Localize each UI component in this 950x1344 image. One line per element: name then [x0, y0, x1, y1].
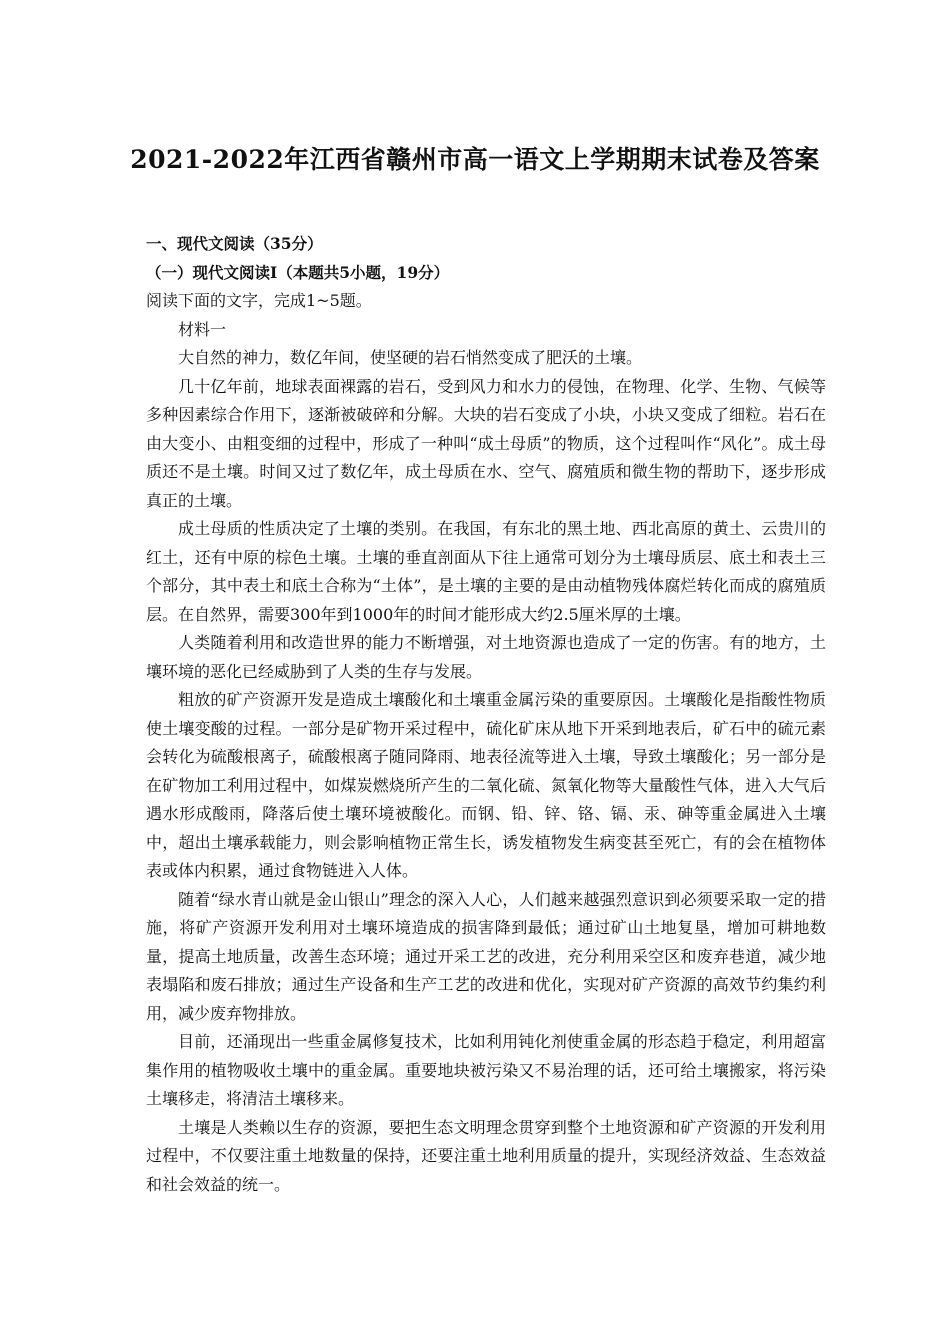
subsection-heading: （一）现代文阅读Ⅰ（本题共5小题，19分）: [146, 262, 450, 282]
document-title: 2021-2022年江西省赣州市高一语文上学期期末试卷及答案: [130, 144, 820, 174]
section-heading: 一、现代文阅读（35分）: [146, 234, 323, 253]
paragraph: 随着“绿水青山就是金山银山”理念的深入人心，人们越来越强烈意识到必须要采取一定的措施，将矿产资源开发利用对土壤环境造成的损害降到最低；通过矿山土地复垦，增加可耕地数量，提高土地质量，改善生态环境；通过开采工艺的改进，充分利用采空区和废弃巷道，减少地表塌陷和废石排放；通过生产设备和生产工艺的改进和优化，实现对矿产资源的高效节约集约利用，减少废弃物排放。: [146, 889, 826, 1023]
paragraph: 成土母质的性质决定了土壤的类别。在我国，有东北的黑土地、西北高原的黄土、云贵川的红土，还有中原的棕色土壤。土壤的垂直剖面从下往上通常可划分为土壤母质层、底土和表土三个部分，其中表土和底土合称为“土体”，是土壤的主要的是由动植物残体腐烂转化而成的腐殖质层。在自然界，需要300年到1000年的时间才能形成大约2.5厘米厚的土壤。: [146, 519, 826, 624]
reading-instruction: 阅读下面的文字，完成1~5题。: [146, 291, 372, 310]
paragraph: 大自然的神力，数亿年间，使坚硬的岩石悄然变成了肥沃的土壤。: [178, 348, 643, 367]
paragraph: 目前，还涌现出一些重金属修复技术，比如利用钝化剂使重金属的形态趋于稳定，利用超富集作用的植物吸收土壤中的重金属。重要地块被污染又不易治理的话，还可给土壤搬家，将污染土壤移走，将清洁土壤移来。: [146, 1032, 826, 1108]
document-body: [146, 230, 826, 1199]
paragraph: 人类随着利用和改造世界的能力不断增强，对土地资源也造成了一定的伤害。有的地方，土壤环境的恶化已经威胁到了人类的生存与发展。: [146, 633, 826, 681]
paragraph: 几十亿年前，地球表面裸露的岩石，受到风力和水力的侵蚀，在物理、化学、生物、气候等多种因素综合作用下，逐渐被破碎和分解。大块的岩石变成了小块，小块又变成了细粒。岩石在由大变小、由粗变细的过程中，形成了一种叫“成土母质”的物质，这个过程叫作“风化”。成土母质还不是土壤。时间又过了数亿年，成土母质在水、空气、腐殖质和微生物的帮助下，逐步形成真正的土壤。: [146, 376, 826, 510]
paragraph: 土壤是人类赖以生存的资源，要把生态文明理念贯穿到整个土地资源和矿产资源的开发利用过程中，不仅要注重土地数量的保持，还要注重土地利用质量的提升，实现经济效益、生态效益和社会效益的统一。: [146, 1117, 826, 1194]
paragraph: 粗放的矿产资源开发是造成土壤酸化和土壤重金属污染的重要原因。土壤酸化是指酸性物质使土壤变酸的过程。一部分是矿物开采过程中，硫化矿床从地下开采到地表后，矿石中的硫元素会转化为硫酸根离子，硫酸根离子随同降雨、地表径流等进入土壤，导致土壤酸化；另一部分是在矿物加工利用过程中，如煤炭燃烧所产生的二氧化硫、氮氧化物等大量酸性气体，进入大气后遇水形成酸雨，降落后使土壤环境被酸化。而钢、铅、锌、铬、镉、汞、砷等重金属进入土壤中，超出土壤承载能力，则会影响植物正常生长，诱发植物发生病变甚至死亡，有的会在植物体表或体内积累，通过食物链进入人体。: [146, 690, 826, 880]
material-label: 材料一: [178, 319, 227, 339]
